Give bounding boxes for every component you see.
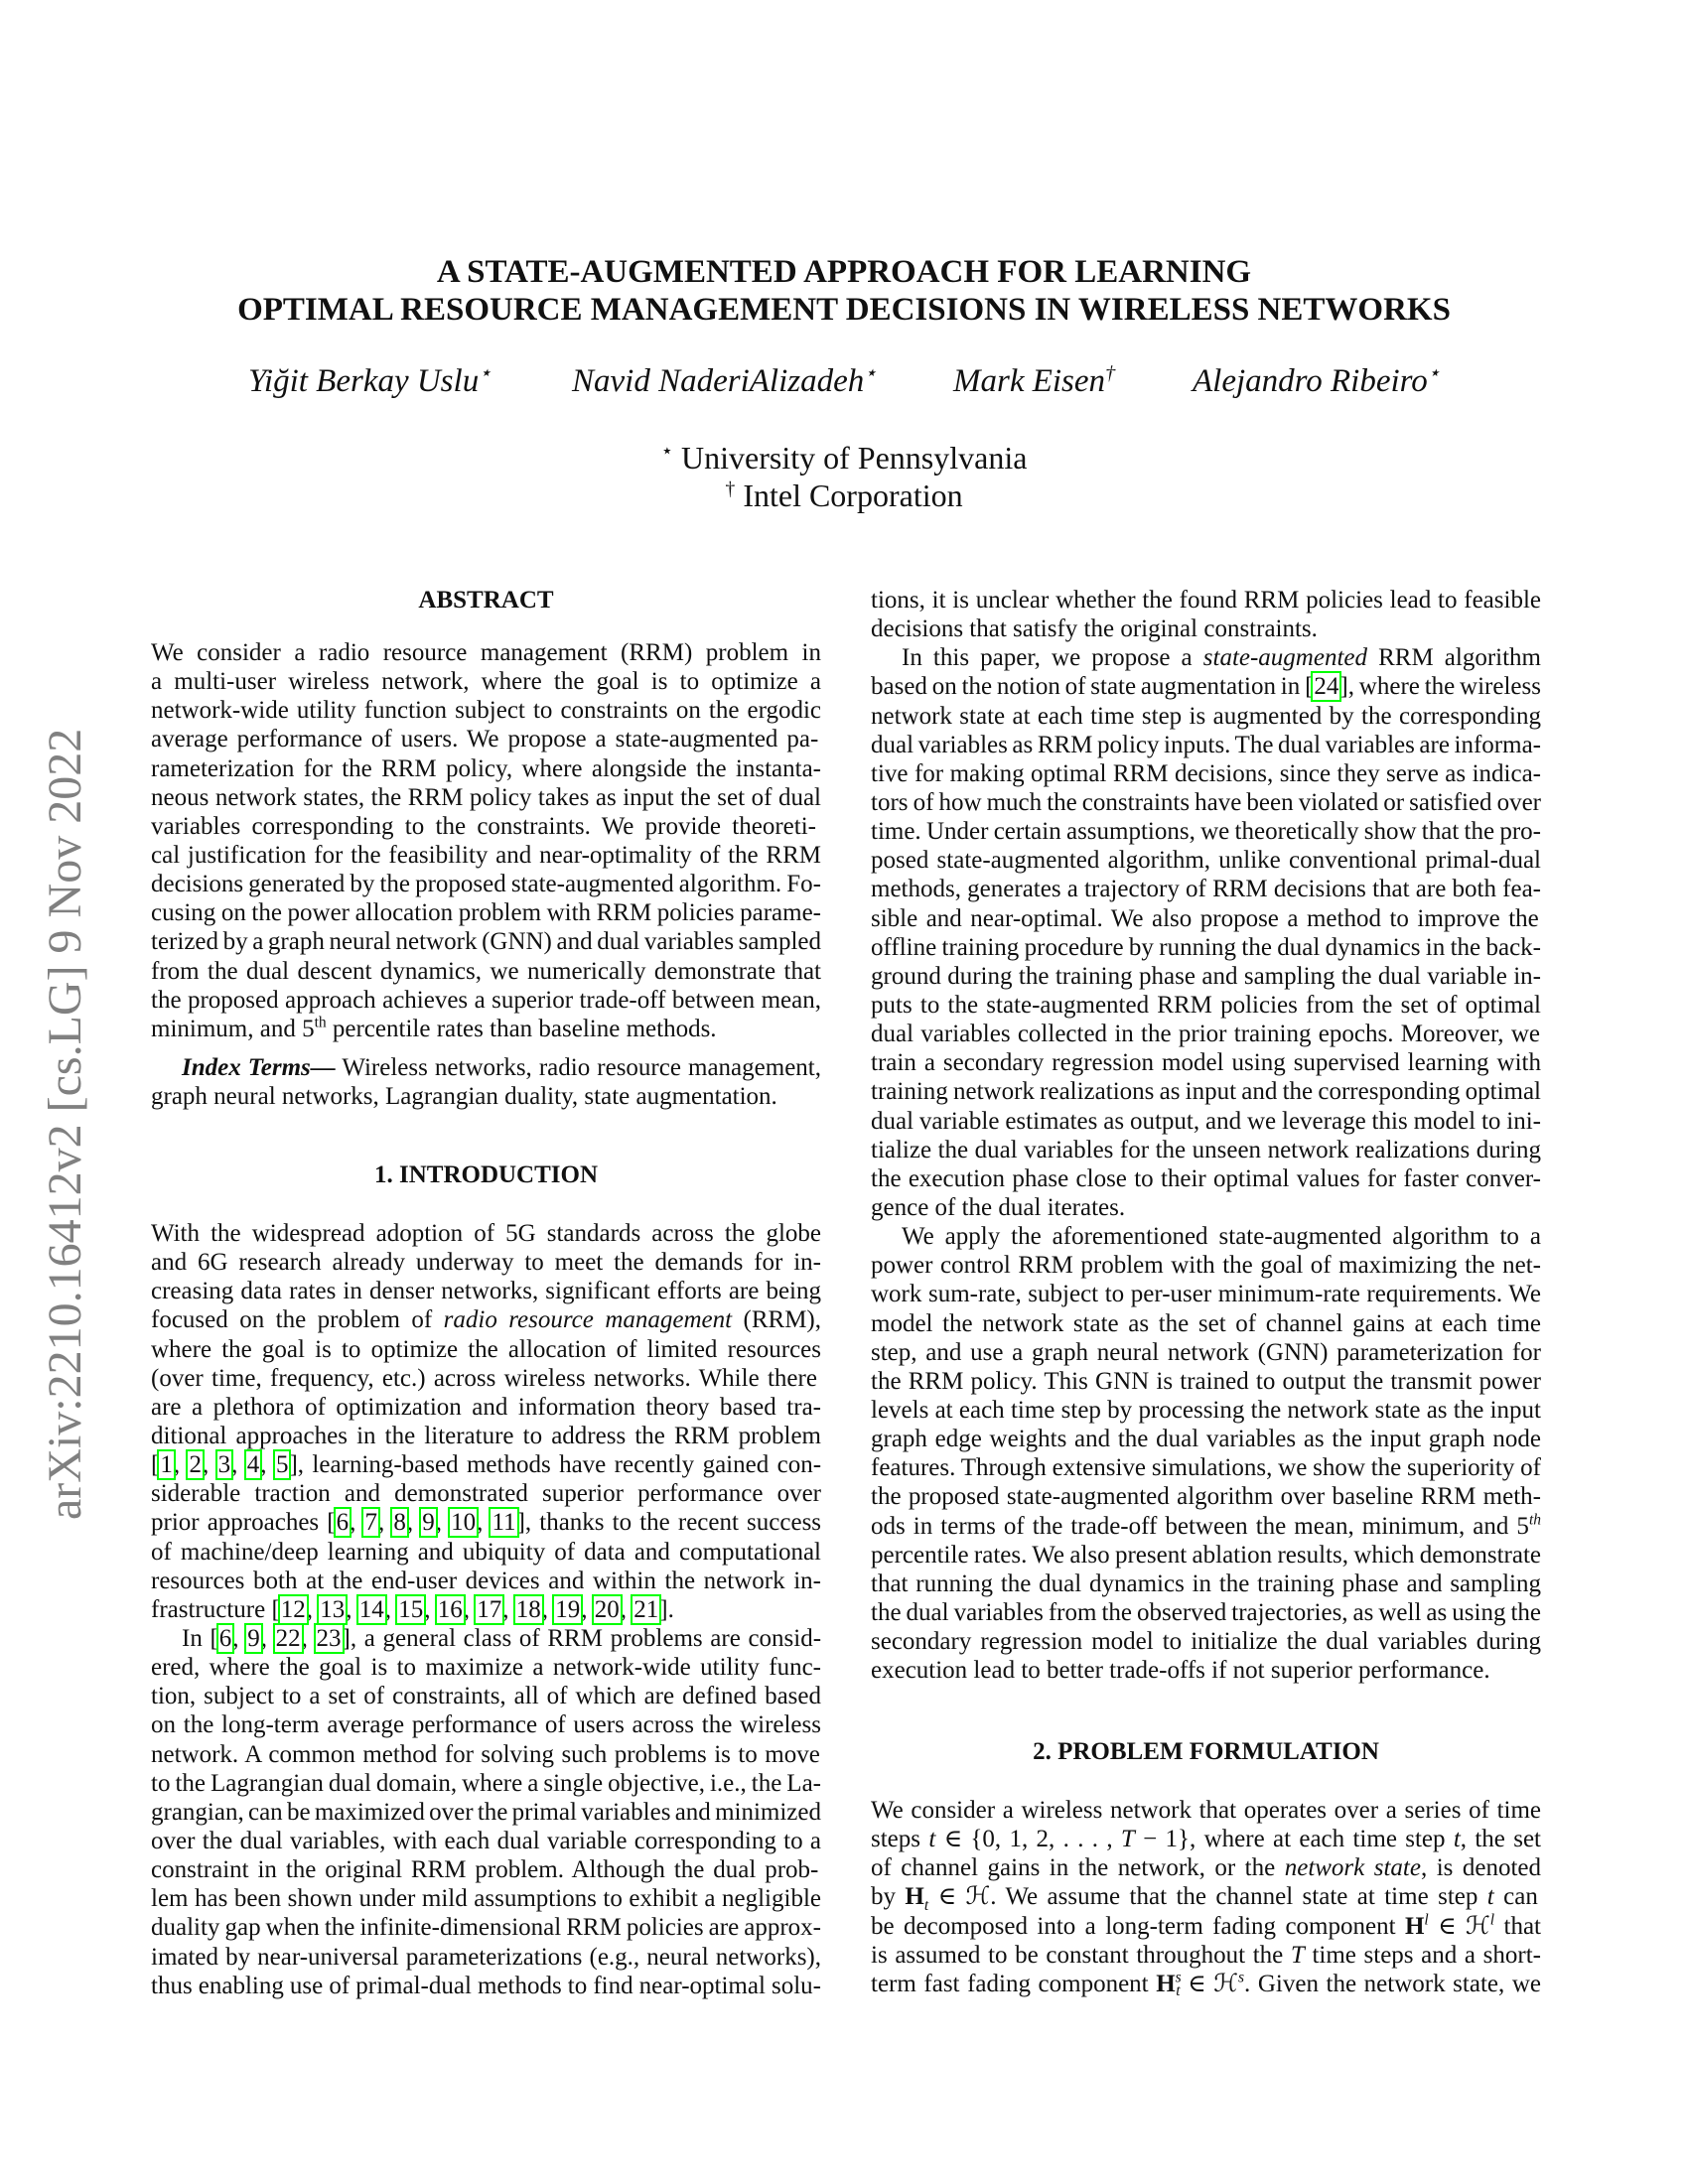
- text-line: [871, 759, 1541, 788]
- text-line: [151, 1710, 821, 1739]
- citation-link[interactable]: 11: [492, 1509, 516, 1537]
- text-run: based on the notion of state augmentation in [: [871, 673, 1314, 701]
- citation-link[interactable]: 6: [218, 1624, 232, 1652]
- citation-link[interactable]: 22: [275, 1624, 301, 1652]
- citation-link[interactable]: 18: [515, 1595, 541, 1623]
- text-line: [871, 1425, 1541, 1453]
- text-run: ∈ ℋ: [1428, 1912, 1490, 1940]
- italic-text: state-augmented: [1202, 644, 1367, 672]
- text-line: [871, 1338, 1541, 1367]
- text-run: percentile rates than baseline methods.: [326, 1015, 717, 1042]
- text-run: minimum, and 5: [151, 1015, 315, 1042]
- text-line: [151, 1277, 821, 1305]
- text-run: , is denoted: [1420, 1854, 1541, 1882]
- text-run: steps: [871, 1826, 929, 1853]
- text-run: ,: [231, 1451, 246, 1479]
- text-run: model the network state as the set of channel gains at each time: [871, 1309, 1541, 1337]
- superscript: th: [314, 1014, 327, 1031]
- text-run: term fast fading component: [871, 1970, 1157, 1997]
- text-line: [151, 957, 821, 986]
- text-line: [871, 1077, 1541, 1106]
- bold-math-symbol: H: [1404, 1912, 1425, 1940]
- text-line: [871, 962, 1541, 991]
- text-line: [871, 1136, 1541, 1164]
- text-run: a multi-user wireless network, where the goal is to optimize a: [151, 668, 821, 696]
- text-run: ∈ ℋ. We assume that the channel state at time step: [928, 1883, 1487, 1911]
- text-run: ground during the training phase and sampling the dual variable in-: [871, 962, 1541, 990]
- citation-link[interactable]: 16: [437, 1595, 463, 1623]
- text-line: [151, 1855, 821, 1884]
- text-line: [871, 1222, 1541, 1251]
- text-run: creasing data rates in denser networks, significant efforts are being: [151, 1278, 821, 1305]
- text-run: frastructure [: [151, 1595, 280, 1623]
- text-line: [151, 1393, 821, 1422]
- text-run: ,: [232, 1624, 247, 1652]
- text-line: [151, 1015, 821, 1043]
- italic-text: radio resource management: [443, 1306, 733, 1334]
- text-line: [151, 1567, 821, 1595]
- text-run: dual variables as RRM policy inputs. The dual variables are informa-: [871, 731, 1541, 758]
- text-line: [871, 1309, 1541, 1338]
- text-run: the proposed state-augmented algorithm over baseline RRM meth-: [871, 1483, 1541, 1511]
- citation-link[interactable]: 8: [393, 1509, 406, 1537]
- text-run: puts to the state-augmented RRM policies from the set of optimal: [871, 991, 1541, 1019]
- text-run: imated by near-universal parameterizations (e.g., neural networks),: [151, 1943, 821, 1971]
- abstract-body: [151, 638, 821, 1043]
- text-run: thus enabling use of primal-dual methods to find near-optimal solu-: [151, 1972, 821, 1999]
- citation-link[interactable]: 15: [398, 1595, 424, 1623]
- text-run: power control RRM problem with the goal of maximizing the net-: [871, 1252, 1541, 1280]
- bold-math-symbol: H: [1156, 1970, 1176, 1997]
- text-run: sible and near-optimal. We also propose a method to improve the: [871, 904, 1539, 932]
- citation-link[interactable]: 23: [316, 1624, 342, 1652]
- citation-link[interactable]: 3: [217, 1451, 231, 1479]
- text-run: resources both at the end-user devices and within the network in-: [151, 1567, 821, 1594]
- text-line: [151, 986, 821, 1015]
- affiliation-mark: ⋆: [864, 362, 878, 384]
- text-run: of channel gains in the network, or the: [871, 1854, 1285, 1882]
- text-run: that running the dual dynamics in the training phase and sampling: [871, 1570, 1541, 1597]
- text-run: tors of how much the constraints have been violated or satisfied over: [871, 788, 1541, 816]
- text-run: graph neural networks, Lagrangian duality, state augmentation.: [151, 1083, 777, 1111]
- author-4: [1193, 363, 1441, 400]
- citation-link[interactable]: 7: [364, 1509, 377, 1537]
- text-run: − 1}, where at each time step: [1134, 1826, 1454, 1853]
- text-line: [871, 1048, 1541, 1077]
- text-run: Wireless networks, radio resource management,: [335, 1054, 821, 1081]
- citation-link[interactable]: 21: [633, 1595, 659, 1623]
- text-line: [151, 812, 821, 841]
- text-line: [871, 1164, 1541, 1193]
- text-run: the proposed approach achieves a superior trade-off between mean,: [151, 986, 821, 1014]
- text-run: [: [151, 1451, 160, 1479]
- text-line: [871, 875, 1541, 903]
- text-line: [151, 1798, 821, 1827]
- citation-link[interactable]: 12: [280, 1595, 306, 1623]
- text-line: [151, 1538, 821, 1567]
- text-line: [871, 1796, 1541, 1825]
- text-run: average performance of users. We propose a state-augmented pa-: [151, 726, 819, 753]
- text-run: over the dual variables, with each dual variable corresponding to a: [151, 1827, 821, 1854]
- text-run: ,: [301, 1624, 316, 1652]
- text-line: [151, 783, 821, 812]
- text-run: duality gap when the infinite-dimensional RRM policies are approx-: [151, 1914, 821, 1942]
- text-run: In [: [182, 1624, 218, 1652]
- text-run: be decomposed into a long-term fading component: [871, 1912, 1405, 1940]
- text-line: [871, 702, 1541, 731]
- text-run: time steps and a short-: [1304, 1941, 1541, 1969]
- text-run: ,: [260, 1624, 275, 1652]
- text-run: network-wide utility function subject to constraints on the ergodic: [151, 697, 821, 725]
- citation-link[interactable]: 9: [422, 1509, 435, 1537]
- text-run: levels at each time step by processing the network state as the input: [871, 1396, 1541, 1424]
- text-line: [151, 1219, 821, 1248]
- text-line: [151, 1769, 821, 1798]
- text-run: ,: [406, 1509, 422, 1537]
- text-line: [871, 1251, 1541, 1280]
- text-run: where the goal is to optimize the allocation of limited resources: [151, 1335, 821, 1363]
- text-line: [871, 1482, 1541, 1511]
- italic-text: T: [1290, 1941, 1305, 1969]
- citation-link[interactable]: 9: [247, 1624, 260, 1652]
- text-line: [151, 1624, 821, 1653]
- text-line: [871, 643, 1541, 672]
- text-run: the dual variables from the observed trajectories, as well as using the: [871, 1598, 1541, 1626]
- text-run: ,: [202, 1451, 217, 1479]
- text-line: [151, 1972, 821, 2000]
- subscript: t: [923, 1897, 929, 1915]
- text-run: percentile rates. We also present ablation results, which demonstrate: [871, 1541, 1541, 1569]
- text-run: the RRM policy. This GNN is trained to output the transmit power: [871, 1367, 1541, 1395]
- text-run: the execution phase close to their optimal values for faster conver-: [871, 1164, 1541, 1192]
- text-run: gence of the dual iterates.: [871, 1193, 1126, 1221]
- citation-link[interactable]: 14: [358, 1595, 384, 1623]
- text-line: [151, 1682, 821, 1710]
- text-line: [871, 1193, 1541, 1222]
- text-line: [871, 1853, 1541, 1882]
- affiliation-1: [0, 439, 1688, 477]
- text-run: can: [1493, 1883, 1538, 1911]
- text-run: ∈ ℋ: [1180, 1970, 1238, 1997]
- italic-text: t: [928, 1826, 936, 1853]
- citation-link[interactable]: 24: [1314, 673, 1339, 701]
- text-line: [151, 754, 821, 783]
- text-run: , the set: [1460, 1826, 1541, 1853]
- text-line: [151, 1827, 821, 1855]
- title-line-1: A STATE-AUGMENTED APPROACH FOR LEARNING: [436, 254, 1252, 290]
- text-run: cal justification for the feasibility and near-optimality of the RRM: [151, 841, 821, 869]
- superscript: s: [1237, 1969, 1245, 1986]
- text-run: We apply the aforementioned state-augmented algorithm to a: [902, 1223, 1541, 1251]
- text-run: offline training procedure by running the dual dynamics in the back-: [871, 933, 1541, 961]
- text-run: (over time, frequency, etc.) across wireless networks. While there: [151, 1364, 817, 1392]
- citation-link[interactable]: 10: [451, 1509, 477, 1537]
- text-run: ,: [477, 1509, 492, 1537]
- text-run: work sum-rate, subject to per-user minimum-rate requirements. We: [871, 1281, 1541, 1308]
- text-run: ], a general class of RRM problems are consid-: [342, 1624, 822, 1652]
- citation-link[interactable]: 5: [275, 1451, 289, 1479]
- affiliation-mark: ⋆: [479, 362, 492, 384]
- text-line: [151, 725, 821, 753]
- text-line: [151, 1364, 821, 1393]
- italic-text: T: [1120, 1826, 1135, 1853]
- text-run: . Given the network state, we: [1244, 1970, 1541, 1997]
- author-name: Alejandro Ribeiro: [1193, 363, 1428, 399]
- text-run: With the widespread adoption of 5G standards across the globe: [151, 1220, 821, 1247]
- text-run: ,: [173, 1451, 189, 1479]
- author-name: Navid NaderiAlizadeh: [572, 363, 865, 399]
- subscript: t: [1176, 1981, 1181, 1999]
- text-line: [151, 1082, 821, 1111]
- text-run: step, and use a graph neural network (GNN) parameterization for: [871, 1338, 1541, 1366]
- text-run: ∈ {0, 1, 2, . . . ,: [935, 1826, 1121, 1853]
- author-name: Yiğit Berkay Uslu: [248, 363, 480, 399]
- text-line: [151, 638, 821, 667]
- text-run: ], learning-based methods have recently gained con-: [289, 1451, 822, 1479]
- italic-text: t: [1486, 1883, 1494, 1911]
- author-1: [248, 363, 492, 400]
- affiliation-name: University of Pennsylvania: [673, 440, 1028, 476]
- text-run: time. Under certain assumptions, we theoretically show that the pro-: [871, 818, 1541, 846]
- text-run: tions, it is unclear whether the found RRM policies lead to feasible: [871, 587, 1541, 614]
- problem-formulation-body: [871, 1796, 1541, 1998]
- text-line: [151, 1943, 821, 1972]
- introduction-body-right: [871, 586, 1541, 1685]
- text-run: ,: [502, 1595, 515, 1623]
- text-run: ], thanks to the recent success: [516, 1509, 822, 1537]
- citation-link[interactable]: 20: [594, 1595, 620, 1623]
- text-run: constraint in the original RRM problem. Although the dual prob-: [151, 1856, 819, 1884]
- superscript: th: [1528, 1511, 1541, 1529]
- index-terms-label: Index Terms—: [182, 1054, 336, 1081]
- affiliation-mark: ⋆: [1427, 362, 1441, 384]
- affiliation-mark: ⋆: [660, 440, 674, 463]
- text-run: that: [1494, 1912, 1541, 1940]
- text-line: [151, 667, 821, 696]
- text-run: and 6G research already underway to meet the demands for in-: [151, 1249, 821, 1277]
- text-run: is assumed to be constant throughout the: [871, 1941, 1291, 1969]
- author-3: [953, 363, 1115, 400]
- text-line: [151, 1653, 821, 1682]
- text-run: network. A common method for solving such problems is to move: [151, 1740, 820, 1768]
- superscript: s: [1175, 1969, 1182, 1986]
- text-run: ditional approaches in the literature to address the RRM problem: [151, 1422, 821, 1449]
- text-line: [871, 1280, 1541, 1308]
- text-line: [871, 846, 1541, 875]
- text-run: training network realizations as input and the corresponding optimal: [871, 1078, 1541, 1106]
- text-line: [871, 1453, 1541, 1482]
- citation-link[interactable]: 1: [160, 1451, 173, 1479]
- text-run: secondary regression model to initialize the dual variables during: [871, 1628, 1541, 1656]
- text-line: [151, 1305, 821, 1334]
- text-run: ,: [306, 1595, 320, 1623]
- text-run: ,: [541, 1595, 555, 1623]
- text-line: [151, 841, 821, 870]
- text-line: [871, 1825, 1541, 1853]
- text-run: features. Through extensive simulations, we show the superiority of: [871, 1454, 1541, 1482]
- text-line: [151, 898, 821, 927]
- text-line: [871, 1107, 1541, 1136]
- bold-math-symbol: H: [905, 1883, 924, 1911]
- text-run: dual variable estimates as output, and we leverage this model to ini-: [871, 1107, 1541, 1135]
- text-run: ered, where the goal is to maximize a network-wide utility func-: [151, 1654, 821, 1682]
- text-line: [871, 672, 1541, 701]
- text-run: of machine/deep learning and ubiquity of data and computational: [151, 1538, 821, 1566]
- citation-link[interactable]: 17: [477, 1595, 502, 1623]
- author-name: Mark Eisen: [953, 363, 1106, 399]
- text-run: grangian, can be maximized over the primal variables and minimized: [151, 1798, 821, 1826]
- text-line: [151, 1053, 821, 1082]
- text-line: [151, 1422, 821, 1450]
- text-run: network state at each time step is augmented by the corresponding: [871, 702, 1541, 730]
- text-line: [871, 1020, 1541, 1048]
- paper-title: [0, 253, 1688, 329]
- text-line: [871, 1656, 1541, 1685]
- text-line: [151, 870, 821, 898]
- text-line: [151, 1884, 821, 1913]
- text-run: rameterization for the RRM policy, where alongside the instanta-: [151, 754, 821, 782]
- text-line: [151, 1479, 821, 1508]
- italic-text: network state: [1284, 1854, 1421, 1882]
- text-line: [151, 1740, 821, 1769]
- text-run: lem has been shown under mild assumptions to exhibit a negligible: [151, 1885, 821, 1913]
- text-run: ,: [350, 1509, 364, 1537]
- text-run: neous network states, the RRM policy takes as input the set of dual: [151, 783, 821, 811]
- text-line: [871, 1912, 1541, 1941]
- text-line: [151, 1248, 821, 1277]
- affiliation-2: [0, 477, 1688, 514]
- text-run: ,: [581, 1595, 594, 1623]
- text-run: ,: [620, 1595, 633, 1623]
- text-line: [871, 731, 1541, 759]
- text-run: train a secondary regression model using supervised learning with: [871, 1049, 1541, 1077]
- superscript: l: [1489, 1911, 1495, 1929]
- text-run: tialize the dual variables for the unseen network realizations during: [871, 1136, 1541, 1163]
- text-line: [871, 614, 1541, 643]
- text-line: [871, 904, 1541, 933]
- text-line: [871, 1396, 1541, 1425]
- text-run: by: [871, 1883, 906, 1911]
- text-run: tive for making optimal RRM decisions, since they serve as indica-: [871, 759, 1541, 787]
- introduction-body-left: [151, 1219, 821, 2000]
- text-line: [871, 991, 1541, 1020]
- text-line: [871, 817, 1541, 846]
- title-line-2: OPTIMAL RESOURCE MANAGEMENT DECISIONS IN WIRELESS NETWORKS: [237, 292, 1451, 328]
- text-run: methods, generates a trajectory of RRM decisions that are both fea-: [871, 876, 1541, 903]
- text-run: ].: [659, 1595, 674, 1623]
- index-terms: [151, 1053, 821, 1111]
- text-run: posed state-augmented algorithm, unlike conventional primal-dual: [871, 847, 1541, 875]
- text-run: on the long-term average performance of users across the wireless: [151, 1711, 821, 1739]
- section-heading-introduction: 1. INTRODUCTION: [373, 1161, 599, 1188]
- text-run: RRM algorithm: [1367, 644, 1541, 672]
- text-run: variables corresponding to the constraints. We provide theoreti-: [151, 812, 816, 840]
- text-line: [871, 1541, 1541, 1570]
- text-run: from the dual descent dynamics, we numerically demonstrate that: [151, 957, 821, 985]
- text-run: ], where the wireless: [1339, 673, 1541, 701]
- text-run: (RRM),: [732, 1306, 821, 1334]
- author-2: [572, 363, 877, 400]
- text-run: tion, subject to a set of constraints, all of which are defined based: [151, 1683, 821, 1710]
- text-line: [151, 1595, 821, 1624]
- text-line: [871, 788, 1541, 817]
- abstract-heading: ABSTRACT: [418, 587, 554, 614]
- text-line: [871, 1570, 1541, 1598]
- text-run: cusing on the power allocation problem with RRM policies parame-: [151, 899, 821, 927]
- affiliation-name: Intel Corporation: [735, 478, 963, 513]
- text-run: decisions generated by the proposed state-augmented algorithm. Fo-: [151, 871, 821, 898]
- text-run: prior approaches [: [151, 1509, 336, 1537]
- text-line: [871, 933, 1541, 962]
- text-run: We consider a wireless network that operates over a series of time: [871, 1797, 1541, 1824]
- text-line: [871, 1598, 1541, 1627]
- text-line: [151, 1913, 821, 1942]
- text-line: [871, 1367, 1541, 1396]
- section-heading-problem-formulation: 2. PROBLEM FORMULATION: [1033, 1738, 1379, 1765]
- text-run: terized by a graph neural network (GNN) and dual variables sampled: [151, 928, 821, 956]
- text-run: ,: [435, 1509, 451, 1537]
- text-run: ,: [377, 1509, 393, 1537]
- arxiv-identifier-stamp: arXiv:2210.16412v2 [cs.LG] 9 Nov 2022: [39, 728, 91, 1520]
- text-run: decisions that satisfy the original constraints.: [871, 615, 1318, 643]
- text-run: ,: [424, 1595, 437, 1623]
- citation-link[interactable]: 6: [336, 1509, 350, 1537]
- text-run: are a plethora of optimization and information theory based tra-: [151, 1393, 821, 1421]
- citation-link[interactable]: 13: [320, 1595, 346, 1623]
- text-run: ods in terms of the trade-off between the mean, minimum, and 5: [871, 1512, 1529, 1540]
- text-line: [871, 1627, 1541, 1656]
- italic-text: t: [1453, 1826, 1461, 1853]
- superscript: l: [1424, 1911, 1429, 1929]
- citation-link[interactable]: 19: [555, 1595, 581, 1623]
- text-run: ,: [346, 1595, 358, 1623]
- text-run: to the Lagrangian dual domain, where a single objective, i.e., the La-: [151, 1769, 821, 1797]
- text-line: [871, 586, 1541, 614]
- text-line: [151, 696, 821, 725]
- text-run: We consider a radio resource management (RRM) problem in: [151, 639, 821, 666]
- text-run: ,: [384, 1595, 398, 1623]
- text-run: In this paper, we propose a: [902, 644, 1203, 672]
- text-line: [871, 1882, 1541, 1915]
- text-run: dual variables collected in the prior training epochs. Moreover, we: [871, 1021, 1540, 1048]
- text-run: siderable traction and demonstrated superior performance over: [151, 1480, 821, 1508]
- text-line: [871, 1941, 1541, 1970]
- text-run: execution lead to better trade-offs if not superior performance.: [871, 1657, 1490, 1685]
- text-line: [151, 1450, 821, 1479]
- citation-link[interactable]: 2: [189, 1451, 202, 1479]
- text-line: [871, 1512, 1541, 1541]
- citation-link[interactable]: 4: [246, 1451, 260, 1479]
- text-run: graph edge weights and the dual variables as the input graph node: [871, 1426, 1541, 1453]
- text-run: focused on the problem of: [151, 1306, 444, 1334]
- affiliation-mark: †: [1105, 362, 1116, 384]
- text-line: [151, 927, 821, 956]
- text-run: ,: [260, 1451, 275, 1479]
- affiliation-mark: †: [725, 478, 736, 500]
- text-line: [151, 1508, 821, 1537]
- text-line: [151, 1335, 821, 1364]
- text-run: ,: [463, 1595, 477, 1623]
- text-line: [871, 1970, 1541, 1998]
